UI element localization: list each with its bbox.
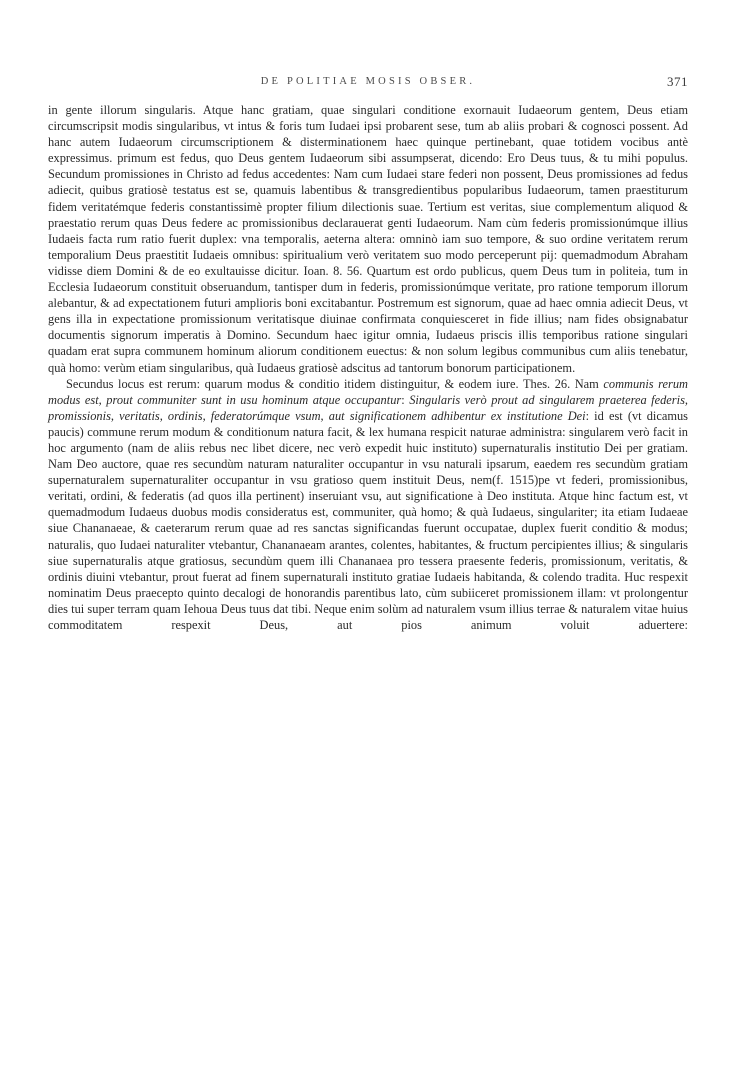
page-number: 371 bbox=[667, 74, 688, 89]
running-head bbox=[48, 76, 688, 94]
paragraph-2-rest: : id est (vt dicamus paucis) commune rerum modum & conditionum natura facit, & lex humana respicit naturae administra: singularem verò facit in hoc argumento (nam de aliis rebus nec libet dicere, nec verò expedit huic instituto) supernaturalis institutio Dei per gratiam. Nam Deo auctore, quae res secundùm naturam naturaliter occupantur in vsu naturali ipsarum, eaedem res secundùm gratiam supernaturalem supernaturaliter occupantur in vsu gratioso quem instituit Deus, nem(f. 1515)pe vt federi, promissionibus, veritati, ordini, & federatis (ad quos illa pertinent) inseruiant vsu, aut significatione à Deo instituta. Atque hinc factum est, vt quemadmodum Iudaeus duobus modis consideratus est, communiter, quà homo; & quà Iudaeus, singulariter; ita etiam Iudaeae siue Chananaeae, & caeterarum rerum quae ad res sanctas significandas fuerunt occupatae, duplex fuerit conditio & modus; naturalis, quo Iudaei naturaliter vtebantur, Chananaeam arantes, colentes, habitantes, & fructum percipientes illius; & singularis siue supernaturalis atque gratiosus, secundùm quem illi Chananaea pro tessera praesente federis, promissionum, veritatis, & ordinis diuini vtebantur, prout fuerat ad finem supernaturali instituto gratiae Iudaeis habitanda, & colendo tradita. Huc respexit nominatim Deus praecepto quinto decalogi de honorandis parentibus lato, cùm subiiceret promissionem illam: vt prolongentur dies tui super terram quam Iehoua Deus tuus dat tibi. Neque enim solùm ad naturalem vsum illius terrae & naturalem vitae huius commoditatem respexit Deus, aut pios animum voluit aduertere: bbox=[48, 408, 689, 632]
paragraph-1: in gente illorum singularis. Atque hanc gratiam, quae singulari conditione exornauit Iudaeorum gentem, Deus etiam circumscripsit modis singularibus, vt intus & foris tum Iudaei ipsi probarent sese, tum ab aliis probari & cognosci possent. Ad hanc autem Iudaeorum circumscriptionem & disterminationem haec quinque pertinebant, quae totidem vocibus antè expressimus. primum est fedus, quo Deus gentem Iudaeorum sibi assumpserat, dicendo: Ero Deus tuus, & tu mihi populus. Secundum promissiones in Christo ad fedus accedentes: Nam cum Iudaei stare federi non possent, Deus promissiones ad fedus adiecit, quibus gratiosè testatus est se, quamuis labentibus & transgredientibus popularibus Iudaeorum, tamen praestiturum fidem veritatémque federis constantissimè propter filium dilectionis suae. Tertium est veritas, siue complementum aliquod & praestatio rerum quas Deus federe ac promissionibus declarauerat genti Iudaeorum. Nam cùm federis promissionúmque illius Iudaeis facta rum ratio fuerit duplex: vna temporalis, aeterna altera: omninò iam suo tempore, & suo ordine veritatem rerum temporalium Deus praestitit Iudaeis omnibus: spiritualium verò veritatem suo modo perceperunt pij: quemadmodum Abraham vidisse diem Domini & de eo exultauisse dicitur. Ioan. 8. 56. Quartum est ordo publicus, quem Deus tum in politeia, tum in Ecclesia Iudaeorum constituit obseruandum, tantisper dum in federis, promissionúmque veritate, pro ratione temporum illorum alebantur, & ad expectationem futuri amplioris boni excitabantur. Postremum est signorum, quae ad haec omnia adiecit Deus, vt gens illa in expectatione promissionum veritatisque diuinae confirmata conquiesceret in fide illius; nam fides obsignabatur documentis signorum imperatis à Domino. Secundum haec igitur omnia, Iudaeus priscis illis temporibus ratione singulari quadam erat supra communem hominum aliorum conditionem euectus: & non solum legibus communibus cum aliis tenebatur, quà homo: verùm etiam singularibus, quà Iudaeus gratiosè adscitus ad tantorum bonorum participationem. bbox=[48, 103, 688, 375]
paragraph-2-lead: Secundus locus est rerum: quarum modus & conditio itidem distinguitur, & eodem iure. Thes. 26. Nam bbox=[66, 376, 604, 391]
paragraph-2 bbox=[48, 376, 688, 650]
body-text bbox=[48, 102, 688, 649]
paragraph-2-mid-a: : bbox=[401, 392, 410, 407]
paragraph-2-italic-b: Singularis verò prout ad singularem praeterea federis, promissionis, veritatis, ordinis, federatorúmque vsum, aut significationem adhibentur ex institutione Dei bbox=[48, 392, 688, 423]
paragraph-2-italic-a: communis rerum modus est, prout communiter sunt in usu hominum atque occupantur bbox=[48, 376, 688, 407]
running-title: DE POLITIAE MOSIS OBSER. bbox=[260, 76, 476, 87]
